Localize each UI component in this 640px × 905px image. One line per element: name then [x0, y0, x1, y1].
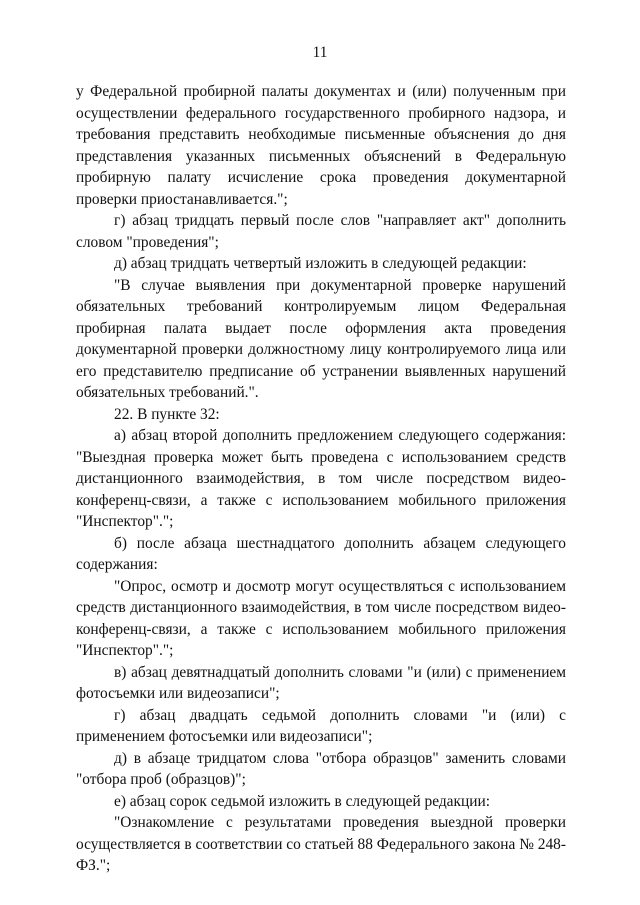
paragraph-item-g-31: г) абзац тридцать первый после слов "направляет акт" дополнить словом "проведения";: [76, 212, 566, 251]
paragraph-item-b: б) после абзаца шестнадцатого дополнить абзацем следующего содержания:: [76, 534, 566, 573]
paragraph-item-a: а) абзац второй дополнить предложением следующего содержания: "Выездная проверка может быть проведена с использованием средств дистанционного взаимодействия, в том числе посредством видео-конференц-связи, а также с использованием мобильного приложения "Инспектор".";: [76, 427, 566, 530]
paragraph-continuation: у Федеральной пробирной палаты документах и (или) полученным при осуществлении федерального государственного пробирного надзора, и требования представить необходимые письменные объяснения до дня представления указанных письменных объяснений в Федеральную пробирную палату исчисление срока проведения документарной проверки приостанавливается.";: [76, 83, 566, 208]
paragraph-item-v: в) абзац девятнадцатый дополнить словами "и (или) с применением фотосъемки или видеозаписи";: [76, 663, 566, 702]
paragraph-quote-results: "Ознакомление с результатами проведения выездной проверки осуществляется в соответствии со статьей 88 Федерального закона № 248-ФЗ.";: [76, 814, 566, 874]
paragraph-point-22: 22. В пункте 32:: [114, 405, 220, 423]
paragraph-item-g-27: г) абзац двадцать седьмой дополнить словами "и (или) с применением фотосъемки или видеозаписи";: [76, 706, 566, 745]
page-number: 11: [312, 44, 328, 61]
paragraph-quote-documentary-check: "В случае выявления при документарной проверке нарушений обязательных требований контролируемым лицом Федеральная пробирная палата выдает после оформления акта проведения документарной проверки должностному лицу контролируемого лица или его представителю предписание об устранении выявленных нарушений обязательных требований.".: [76, 276, 566, 401]
paragraph-quote-survey: "Опрос, осмотр и досмотр могут осуществляться с использованием средств дистанционного взаимодействия, в том числе посредством видео-конференц-связи, а также с использованием мобильного приложения "Инспектор".";: [76, 577, 566, 659]
paragraph-item-d-30: д) в абзаце тридцатом слова "отбора образцов" заменить словами "отбора проб (образцов)";: [76, 749, 566, 788]
document-body: [76, 81, 566, 877]
paragraph-item-d-34: д) абзац тридцать четвертый изложить в следующей редакции:: [114, 255, 527, 272]
paragraph-item-e: е) абзац сорок седьмой изложить в следующей редакции:: [114, 792, 490, 810]
